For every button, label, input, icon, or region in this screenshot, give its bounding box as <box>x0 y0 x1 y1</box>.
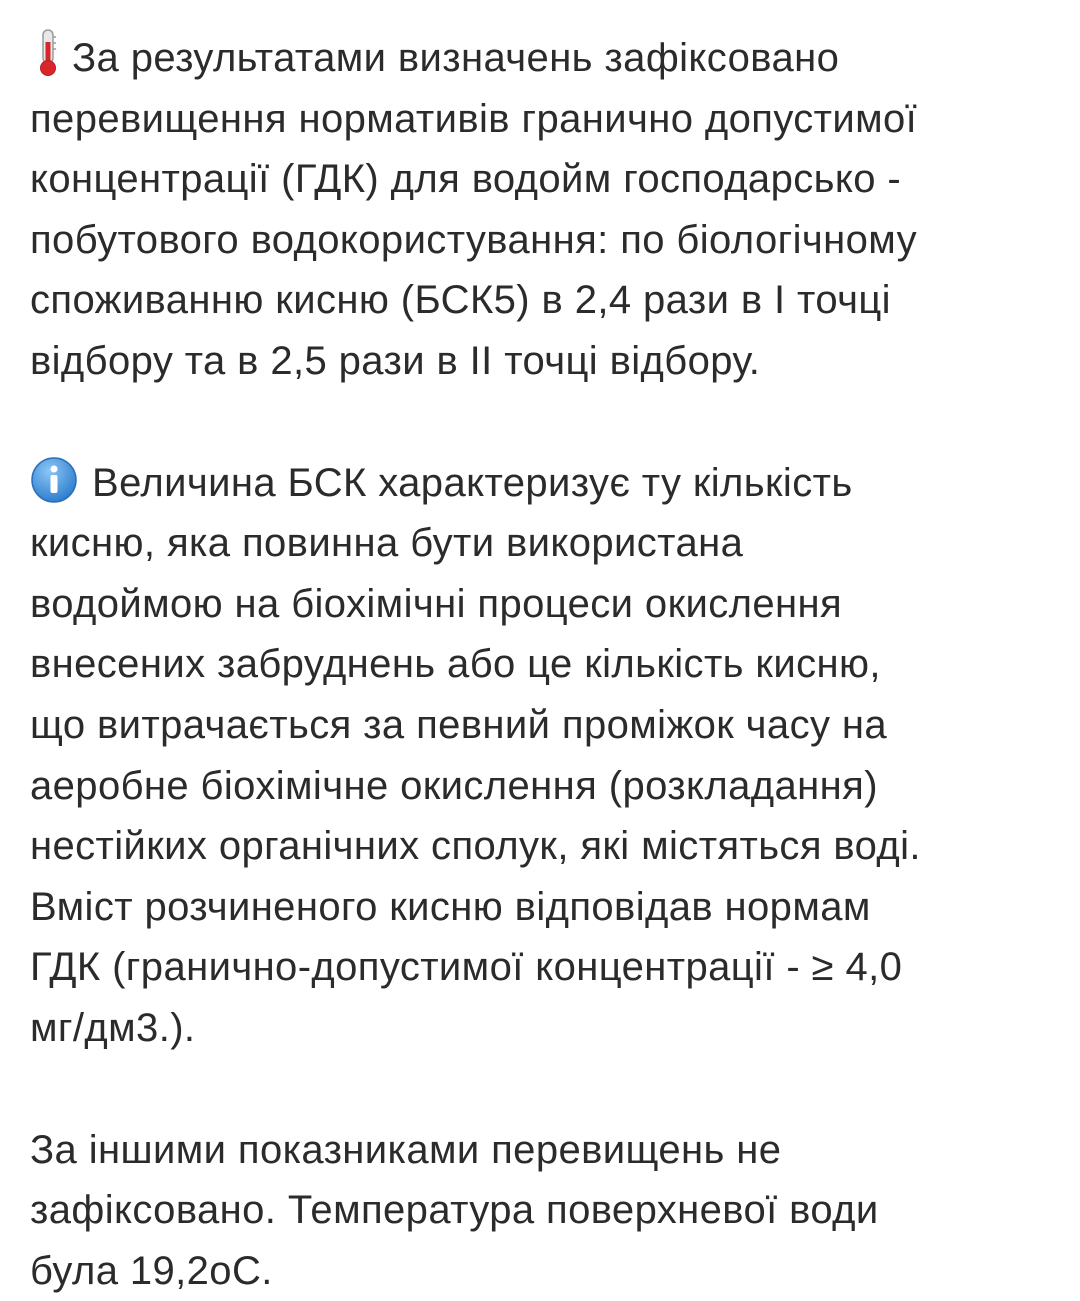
paragraph-line: була 19,2оС. <box>30 1249 273 1293</box>
paragraph-line: перевищення нормативів гранично допустимої <box>30 97 917 141</box>
paragraph-exceedance <box>30 27 1060 392</box>
message-body <box>30 27 1060 1301</box>
paragraph-line: водоймою на біохімічні процеси окислення <box>30 582 842 626</box>
paragraph-line: зафіксовано. Температура поверхневої води <box>30 1188 879 1232</box>
paragraph-spacer <box>30 1059 1060 1120</box>
paragraph-line: нестійких органічних сполук, які містяться воді. <box>30 824 921 868</box>
paragraph-line: За іншими показниками перевищень не <box>30 1128 781 1172</box>
paragraph-line: концентрації (ГДК) для водойм господарсько - <box>30 157 901 201</box>
paragraph-line: ГДК (гранично-допустимої концентрації - ≥ 4,0 <box>30 945 902 989</box>
paragraph-line: Вміст розчиненого кисню відповідав нормам <box>30 885 871 929</box>
paragraph-other-indicators <box>30 1120 1060 1301</box>
paragraph-line: аеробне біохімічне окислення (розкладання) <box>30 764 878 808</box>
paragraph-line: Величина БСК характеризує ту кількість <box>92 461 853 505</box>
paragraph-spacer <box>30 392 1060 453</box>
paragraph-line: мг/дм3.). <box>30 1006 195 1050</box>
paragraph-line: що витрачається за певний проміжок часу на <box>30 703 887 747</box>
info-icon <box>30 456 78 504</box>
paragraph-line: За результатами визначень зафіксовано <box>72 36 839 80</box>
paragraph-line: внесених забруднень або це кількість кисню, <box>30 642 881 686</box>
thermometer-icon <box>30 27 66 77</box>
paragraph-line: побутового водокористування: по біологічному <box>30 218 917 262</box>
paragraph-line: відбору та в 2,5 рази в ІІ точці відбору. <box>30 339 760 383</box>
paragraph-bod-info <box>30 453 1060 1059</box>
paragraph-line: споживанню кисню (БСК5) в 2,4 рази в І точці <box>30 278 891 322</box>
paragraph-line: кисню, яка повинна бути використана <box>30 521 743 565</box>
